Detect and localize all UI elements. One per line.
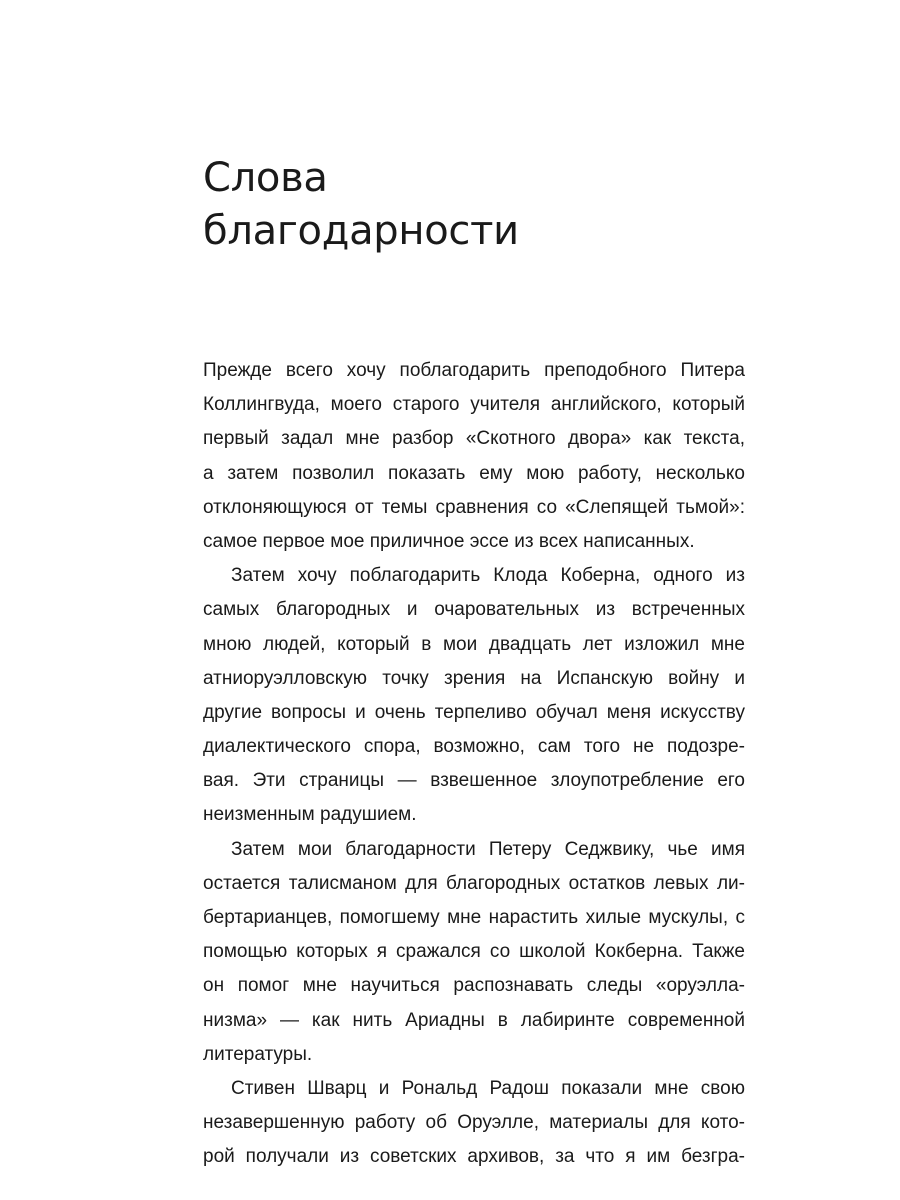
text-line: низма» — как нить Ариадны в лабиринте современной bbox=[203, 1009, 745, 1031]
text-line: неизменным радушием. bbox=[203, 804, 417, 826]
text-line: литературы. bbox=[203, 1043, 313, 1065]
body-text bbox=[203, 354, 745, 1175]
text-line: диалектического спора, возможно, сам того не подозре- bbox=[203, 736, 745, 758]
text-line: Коллингвуда, моего старого учителя английского, который bbox=[203, 394, 745, 416]
text-line: мною людей, который в мои двадцать лет изложил мне bbox=[203, 633, 745, 655]
paragraph bbox=[203, 354, 745, 559]
text-line: помощью которых я сражался со школой Кокберна. Также bbox=[203, 941, 745, 963]
text-line: а затем позволил показать ему мою работу, несколько bbox=[203, 462, 745, 484]
paragraph bbox=[203, 1072, 745, 1175]
text-line: Затем мои благодарности Петеру Седжвику, чье имя bbox=[231, 838, 745, 860]
text-line: Стивен Шварц и Рональд Радош показали мне свою bbox=[231, 1077, 745, 1099]
text-line: бертарианцев, помогшему мне нарастить хилые мускулы, с bbox=[203, 907, 745, 928]
text-line: первый задал мне разбор «Скотного двора» как текста, bbox=[203, 428, 745, 450]
paragraph bbox=[203, 833, 745, 1072]
text-line: Прежде всего хочу поблагодарить преподобного Питера bbox=[203, 360, 745, 381]
text-line: Затем хочу поблагодарить Клода Коберна, одного из bbox=[231, 565, 745, 587]
text-line: остается талисманом для благородных остатков левых ли- bbox=[203, 872, 745, 894]
text-line: он помог мне научиться распознавать следы «оруэлла- bbox=[203, 975, 745, 997]
text-line: другие вопросы и очень терпеливо обучал меня искусству bbox=[203, 701, 745, 723]
text-line: самых благородных и очаровательных из встреченных bbox=[203, 599, 745, 621]
text-line: отклоняющуюся от темы сравнения со «Слепящей тьмой»: bbox=[203, 496, 745, 518]
paragraph bbox=[203, 559, 745, 833]
text-line: вая. Эти страницы — взвешенное злоупотребление его bbox=[203, 770, 745, 792]
chapter-title bbox=[203, 152, 763, 258]
text-line: самое первое мое приличное эссе из всех написанных. bbox=[203, 530, 695, 552]
text-line: рой получали из советских архивов, за что я им безгра- bbox=[203, 1146, 745, 1168]
chapter-title-line: Слова bbox=[203, 155, 328, 201]
text-line: атниоруэлловскую точку зрения на Испанскую войну и bbox=[203, 667, 745, 689]
chapter-title-line: благодарности bbox=[203, 208, 519, 254]
text-line: незавершенную работу об Оруэлле, материалы для кото- bbox=[203, 1112, 745, 1134]
